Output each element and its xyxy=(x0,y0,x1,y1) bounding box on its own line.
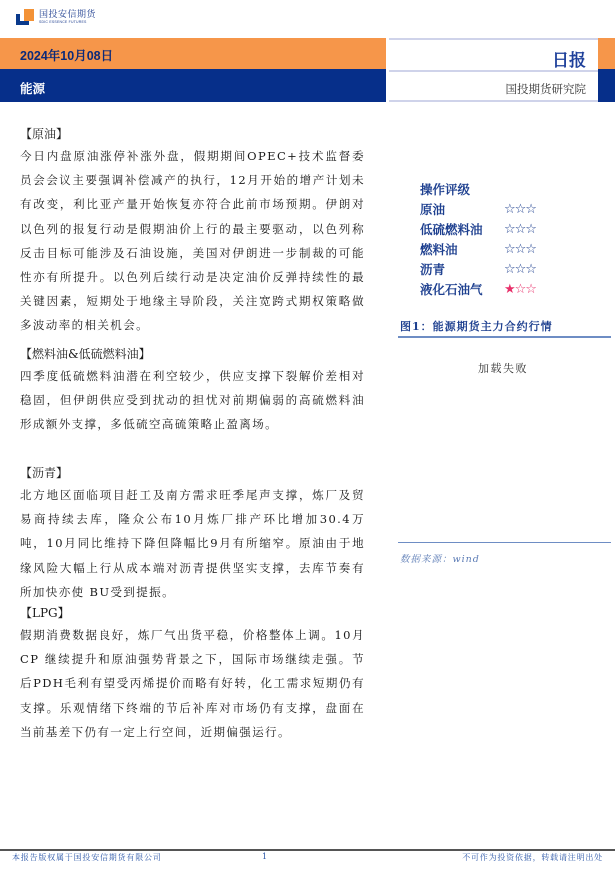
operation-ratings xyxy=(420,180,580,300)
report-date: 2024年10月08日 xyxy=(20,49,114,63)
star-empty-icon: ☆☆ xyxy=(514,282,536,297)
report-section: 能源 xyxy=(20,82,46,96)
star-filled-icon: ★ xyxy=(504,282,515,297)
header-blue-band-right xyxy=(598,69,615,102)
data-source: 数据来源：wind xyxy=(400,554,480,565)
star-rating xyxy=(504,280,536,300)
section-title: 【原油】 xyxy=(20,127,69,141)
institute-name: 国投期货研究院 xyxy=(505,84,586,96)
source-divider xyxy=(398,542,611,543)
rating-name: 液化石油气 xyxy=(420,282,483,297)
figure-divider xyxy=(398,336,611,338)
rating-row xyxy=(420,200,580,220)
company-logo-icon xyxy=(16,9,34,25)
section-crude-oil xyxy=(20,124,365,338)
section-title: 【LPG】 xyxy=(20,606,70,620)
logo-en-text: SDIC ESSENCE FUTURES xyxy=(39,19,87,24)
section-lpg xyxy=(20,603,365,744)
rating-name: 原油 xyxy=(420,202,446,217)
report-type: 日报 xyxy=(552,51,586,70)
star-icon: ☆☆☆ xyxy=(504,242,536,257)
divider xyxy=(389,38,598,40)
section-body: 四季度低硫燃料油潜在利空较少，供应支撑下裂解价差相对稳固，但伊朗供应受到扰动的担忧对前期偏弱的高硫燃料油形成额外支撑，多低硫空高硫策略止盈离场。 xyxy=(20,369,365,432)
header-orange-band-right xyxy=(598,38,615,69)
rating-row xyxy=(420,260,580,280)
footer-disclaimer: 不可作为投资依据，转载请注明出处 xyxy=(462,853,603,862)
section-body: 假期消费数据良好，炼厂气出货平稳，价格整体上调。10月CP 继续提升和原油强势背景之下，国际市场继续走强。节后PDH毛利有望受丙烯提价而略有好转，化工需求短期仍有支撑。乐观情绪下终端的节后补库对市场仍有支撑，盘面在当前基差下仍有一定上行空间，近期偏强运行。 xyxy=(20,628,365,739)
divider xyxy=(389,100,598,102)
footer-copyright: 本报告版权属于国投安信期货有限公司 xyxy=(12,853,162,862)
divider xyxy=(389,70,598,72)
section-body: 北方地区面临项目赶工及南方需求旺季尾声支撑，炼厂及贸易商持续去库，隆众公布10月炼厂排产环比增加30.4万吨，10月同比维持下降但降幅比9月有所缩窄。原油由于地缘风险大幅上行从成本端对沥青提供坚实支撑，去库节奏有所加快亦使 BU受到提振。 xyxy=(20,488,365,599)
section-fuel-oil xyxy=(20,344,365,437)
section-title: 【燃料油&低硫燃料油】 xyxy=(20,347,151,361)
ratings-title: 操作评级 xyxy=(420,182,471,197)
section-asphalt xyxy=(20,463,365,604)
rating-name: 低硫燃料油 xyxy=(420,222,483,237)
rating-row xyxy=(420,240,580,260)
report-meta-panel xyxy=(389,38,598,102)
star-icon: ☆☆☆ xyxy=(504,262,536,277)
rating-name: 沥青 xyxy=(420,262,446,277)
section-body: 今日内盘原油涨停补涨外盘，假期期间OPEC+技术监督委员会会议主要强调补偿减产的执行，12月开始的增产计划未有改变，利比亚产量开始恢复亦符合此前市场预期。伊朗对以色列的报复行动是假期油价上行的最主要驱动，以色列称反击目标可能涉及石油设施，美国对伊朗进一步制裁的可能性亦有所提升。以色列后续行动是决定油价反弹持续性的最关键因素，短期处于地缘主导阶段，关注宽跨式期权策略做多波动率的相关机会。 xyxy=(20,149,365,333)
rating-name: 燃料油 xyxy=(420,242,458,257)
rating-row xyxy=(420,220,580,240)
logo-cn-text: 国投安信期货 xyxy=(39,8,97,19)
footer-divider xyxy=(0,849,615,851)
page-number: 1 xyxy=(262,852,268,861)
company-logo xyxy=(16,9,96,25)
figure-title: 图1：能源期货主力合约行情 xyxy=(400,320,553,333)
star-icon: ☆☆☆ xyxy=(504,222,536,237)
star-icon: ☆☆☆ xyxy=(504,202,536,217)
rating-row xyxy=(420,280,580,300)
header-blue-band xyxy=(0,69,386,102)
figure-load-status: 加载失败 xyxy=(478,362,528,375)
section-title: 【沥青】 xyxy=(20,466,69,480)
